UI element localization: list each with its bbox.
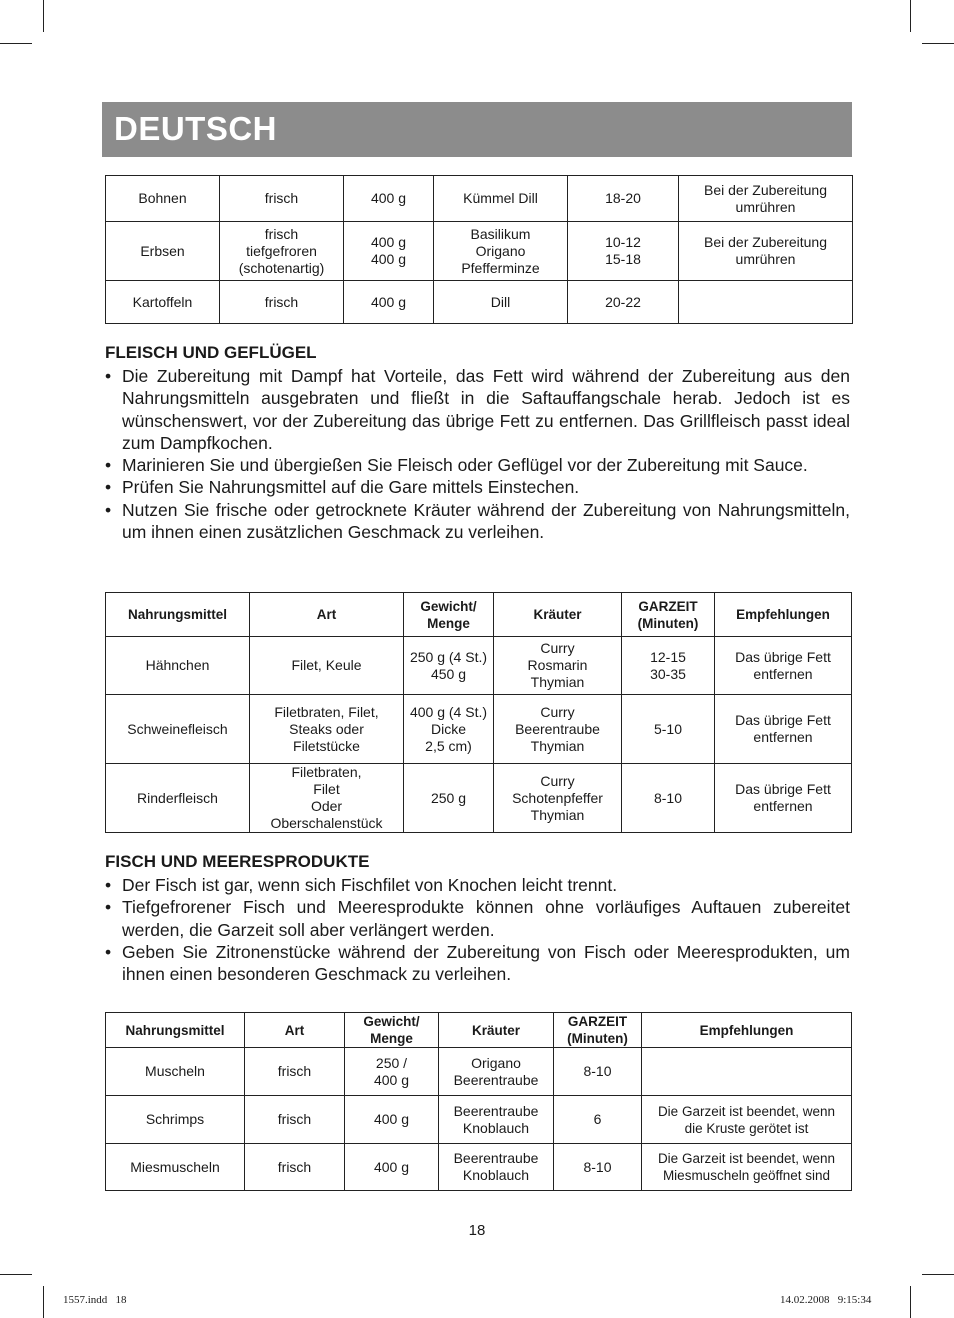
column-header: GARZEIT (Minuten) xyxy=(622,593,715,637)
column-header: Art xyxy=(250,593,404,637)
fish-bullet-list xyxy=(105,874,850,985)
column-header: Gewicht/ Menge xyxy=(345,1013,439,1048)
table-header-row xyxy=(106,593,852,637)
page-number: 18 xyxy=(468,1222,486,1239)
table-cell: Kartoffeln xyxy=(106,281,220,324)
table-cell xyxy=(679,281,853,324)
table-cell: Die Garzeit ist beendet, wenn Miesmuscheln geöffnet sind xyxy=(642,1144,852,1191)
table-row xyxy=(106,764,852,833)
table-cell: 400 g xyxy=(345,1096,439,1144)
list-item: • Die Zubereitung mit Dampf hat Vorteile, das Fett wird während der Zubereitung aus den Nahrungsmitteln ausgebraten und fließt in die Saftauffangschale herab. Jedoch ist es wünschenswert, vor der Zubereitung das übrige Fett zu entfernen. Das Grillfleisch passt ideal zum Dampfkochen. xyxy=(105,366,850,453)
table-cell: 18-20 xyxy=(568,176,679,222)
table-cell: 8-10 xyxy=(554,1144,642,1191)
table-cell: 400 g xyxy=(344,176,434,222)
column-header: Kräuter xyxy=(494,593,622,637)
table-cell: 400 g xyxy=(345,1144,439,1191)
table-header-row xyxy=(106,1013,852,1048)
list-item: • Geben Sie Zitronenstücke während der Zubereitung von Fisch oder Meeresprodukten, um ihnen einen besonderen Geschmack zu verleihen. xyxy=(105,941,850,985)
table-cell: 8-10 xyxy=(554,1048,642,1096)
table-row xyxy=(106,695,852,764)
column-header: Gewicht/ Menge xyxy=(404,593,494,637)
column-header: Nahrungsmittel xyxy=(106,1013,245,1048)
table-row xyxy=(106,176,853,222)
header-bar xyxy=(102,102,852,157)
table-cell: Filetbraten, Filet Oder Oberschalenstück xyxy=(250,764,404,833)
table-cell: Kümmel Dill xyxy=(434,176,568,222)
meat-table xyxy=(105,592,852,833)
table-cell: Beerentraube Knoblauch xyxy=(439,1144,554,1191)
table-row xyxy=(106,281,853,324)
table-cell xyxy=(642,1048,852,1096)
list-item: • Tiefgefrorener Fisch und Meeresprodukte können ohne vorläufiges Auftauen zubereitet werden, die Garzeit soll aber verlängert werden. xyxy=(105,897,850,940)
column-header: Kräuter xyxy=(439,1013,554,1048)
list-item: • Marinieren Sie und übergießen Sie Fleisch oder Geflügel vor der Zubereitung mit Sauce. xyxy=(105,455,808,476)
table-cell: Bei der Zubereitung umrühren xyxy=(679,222,853,281)
table-cell: Das übrige Fett entfernen xyxy=(715,637,852,695)
table-cell: Die Garzeit ist beendet, wenn die Kruste gerötet ist xyxy=(642,1096,852,1144)
table-cell: Das übrige Fett entfernen xyxy=(715,695,852,764)
table-cell: frisch xyxy=(245,1096,345,1144)
fish-table xyxy=(105,1012,852,1191)
table-cell: 400 g xyxy=(344,281,434,324)
crop-mark xyxy=(910,0,911,32)
column-header: Art xyxy=(245,1013,345,1048)
table-cell: Curry Rosmarin Thymian xyxy=(494,637,622,695)
meat-bullet-list xyxy=(105,365,850,543)
table-row xyxy=(106,637,852,695)
table-cell: frisch xyxy=(245,1144,345,1191)
list-item: • Nutzen Sie frische oder getrocknete Kräuter während der Zubereitung von Nahrungsmitteln, um ihnen einen zusätzlichen Geschmack zu verleihen. xyxy=(105,499,850,543)
table-cell: Muscheln xyxy=(106,1048,245,1096)
table-cell: Rinderfleisch xyxy=(106,764,250,833)
table-cell: 250 / 400 g xyxy=(345,1048,439,1096)
table-cell: Origano Beerentraube xyxy=(439,1048,554,1096)
table-cell: 5-10 xyxy=(622,695,715,764)
footer-file: 1557.indd 18 xyxy=(63,1294,127,1306)
crop-mark xyxy=(43,0,44,32)
table-cell: Curry Schotenpfeffer Thymian xyxy=(494,764,622,833)
table-cell: Bohnen xyxy=(106,176,220,222)
table-cell: frisch xyxy=(245,1048,345,1096)
footer-timestamp: 14.02.2008 9:15:34 xyxy=(780,1294,872,1306)
table-cell: Erbsen xyxy=(106,222,220,281)
table-row xyxy=(106,1096,852,1144)
table-row xyxy=(106,1048,852,1096)
table-cell: 10-12 15-18 xyxy=(568,222,679,281)
section-title-fish: FISCH UND MEERESPRODUKTE xyxy=(105,852,370,871)
column-header: Empfehlungen xyxy=(642,1013,852,1048)
column-header: GARZEIT (Minuten) xyxy=(554,1013,642,1048)
table-cell: Curry Beerentraube Thymian xyxy=(494,695,622,764)
table-cell: Miesmuscheln xyxy=(106,1144,245,1191)
crop-mark xyxy=(0,1274,32,1275)
section-title-meat: FLEISCH UND GEFLÜGEL xyxy=(105,343,317,362)
table-row xyxy=(106,222,853,281)
table-cell: frisch xyxy=(220,176,344,222)
table-cell: 12-15 30-35 xyxy=(622,637,715,695)
table-cell: 8-10 xyxy=(622,764,715,833)
crop-mark xyxy=(922,1274,954,1275)
table-row xyxy=(106,1144,852,1191)
table-cell: Schrimps xyxy=(106,1096,245,1144)
table-cell: Das übrige Fett entfernen xyxy=(715,764,852,833)
table-cell: 20-22 xyxy=(568,281,679,324)
list-item: • Prüfen Sie Nahrungsmittel auf die Gare mittels Einstechen. xyxy=(105,477,580,498)
page-title: DEUTSCH xyxy=(114,110,278,147)
crop-mark xyxy=(43,1286,44,1318)
table-cell: Hähnchen xyxy=(106,637,250,695)
crop-mark xyxy=(0,43,32,44)
table-cell: Schweinefleisch xyxy=(106,695,250,764)
table-cell: frisch xyxy=(220,281,344,324)
table-cell: Dill xyxy=(434,281,568,324)
crop-mark xyxy=(910,1286,911,1318)
table-cell: Bei der Zubereitung umrühren xyxy=(679,176,853,222)
table-cell: 400 g (4 St.) Dicke 2,5 cm) xyxy=(404,695,494,764)
table-cell: frisch tiefgefroren (schotenartig) xyxy=(220,222,344,281)
table-cell: 6 xyxy=(554,1096,642,1144)
table-cell: 400 g 400 g xyxy=(344,222,434,281)
table-cell: Filet, Keule xyxy=(250,637,404,695)
table-cell: Beerentraube Knoblauch xyxy=(439,1096,554,1144)
column-header: Empfehlungen xyxy=(715,593,852,637)
vegetable-table xyxy=(105,175,853,324)
column-header: Nahrungsmittel xyxy=(106,593,250,637)
table-cell: 250 g (4 St.) 450 g xyxy=(404,637,494,695)
list-item: • Der Fisch ist gar, wenn sich Fischfilet von Knochen leicht trennt. xyxy=(105,875,618,895)
table-cell: Filetbraten, Filet, Steaks oder Filetstücke xyxy=(250,695,404,764)
table-cell: 250 g xyxy=(404,764,494,833)
crop-mark xyxy=(922,43,954,44)
table-cell: Basilikum Origano Pfefferminze xyxy=(434,222,568,281)
